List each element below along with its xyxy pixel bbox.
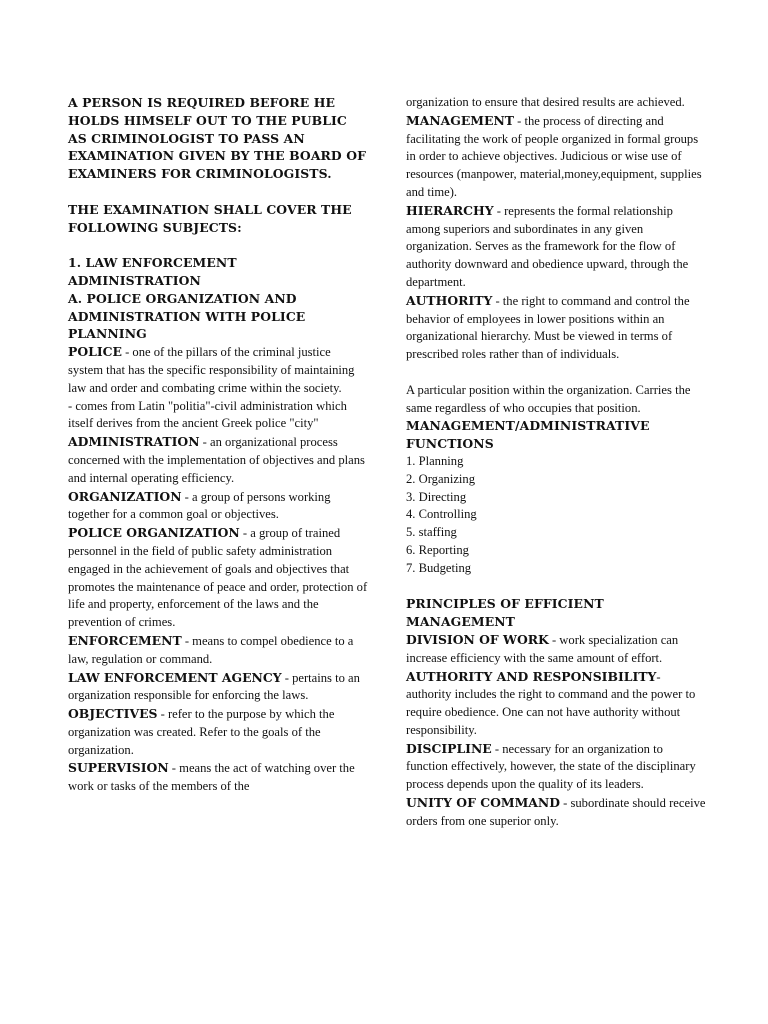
objectives-def: - refer to the purpose by which the organization was created. Refer to the goals of the organization. bbox=[68, 707, 335, 757]
list-item: 4. Controlling bbox=[406, 507, 477, 522]
administration-term: ADMINISTRATION bbox=[68, 434, 200, 450]
supervision-continuation: organization to ensure that desired results are achieved. bbox=[406, 95, 685, 109]
enforcement-term: ENFORCEMENT bbox=[68, 632, 182, 648]
spacer bbox=[406, 364, 706, 382]
section-a-heading: A. POLICE ORGANIZATION AND ADMINISTRATION WITH POLICE PLANNING bbox=[68, 290, 306, 342]
principles-heading: PRINCIPLES OF EFFICIENT MANAGEMENT bbox=[406, 596, 604, 630]
left-column bbox=[68, 94, 368, 796]
spacer bbox=[68, 183, 368, 201]
division-of-work-term: DIVISION OF WORK bbox=[406, 631, 549, 647]
hierarchy-def: - represents the formal relationship among superiors and subordinates in any given organization. Serves as the framework for the flow of authority downward and obedience upward, through the department. bbox=[406, 203, 689, 289]
unity-of-command-term: UNITY OF COMMAND bbox=[406, 795, 560, 811]
management-term: MANAGEMENT bbox=[406, 112, 515, 128]
spacer bbox=[406, 578, 706, 596]
objectives-term: OBJECTIVES bbox=[68, 706, 158, 722]
list-item: 1. Planning bbox=[406, 453, 464, 468]
functions-heading: MANAGEMENT/ADMINISTRATIVE FUNCTIONS bbox=[406, 418, 650, 452]
organization-definition bbox=[68, 488, 368, 525]
police-origin: - comes from Latin "politia"-civil administration which itself derives from the ancient Greek police "city" bbox=[68, 398, 347, 431]
law-enforcement-agency-def: - pertains to an organization responsible for enforcing the laws. bbox=[68, 670, 360, 703]
list-item: 5. staffing bbox=[406, 525, 457, 540]
police-def: - one of the pillars of the criminal justice system that has the specific responsibility of maintaining law and order and combating crime within the society. bbox=[68, 345, 355, 395]
section-1-heading: 1. LAW ENFORCEMENT ADMINISTRATION bbox=[68, 255, 237, 288]
division-authority-definition bbox=[406, 631, 706, 740]
authority-responsibility-term: AUTHORITY AND RESPONSIBILITY bbox=[406, 668, 657, 684]
list-item: 3. Directing bbox=[406, 489, 467, 504]
police-term: POLICE bbox=[68, 344, 122, 360]
law-enforcement-agency-definition bbox=[68, 669, 368, 706]
unity-of-command-def: - subordinate should receive orders from one superior only. bbox=[406, 796, 706, 828]
supervision-definition bbox=[68, 759, 368, 796]
discipline-def: - necessary for an organization to function effectively, however, the state of the disciplinary process depends upon the quality of its leaders. bbox=[406, 741, 696, 792]
supervision-def: - means the act of watching over the work or tasks of the members of the bbox=[68, 761, 355, 794]
list-item: 7. Budgeting bbox=[406, 560, 472, 575]
division-of-work-def: - work specialization can increase efficiency with the same amount of effort. bbox=[406, 632, 679, 665]
administration-definition bbox=[68, 433, 368, 487]
organization-def: - a group of persons working together for a common goal or objectives. bbox=[68, 489, 331, 522]
discipline-definition bbox=[406, 740, 706, 794]
supervision-term: SUPERVISION bbox=[68, 760, 169, 776]
spacer bbox=[68, 236, 368, 254]
authority-term: AUTHORITY bbox=[406, 292, 493, 308]
unity-of-command-definition bbox=[406, 794, 706, 831]
intro-heading: A PERSON IS REQUIRED BEFORE HE HOLDS HIMSELF OUT TO THE PUBLIC AS CRIMINOLOGIST TO PASS AN EXAMINATION GIVEN BY THE BOARD OF EXAMINERS FOR CRIMINOLOGISTS. bbox=[68, 95, 366, 182]
hierarchy-definition bbox=[406, 202, 706, 292]
police-organization-term: POLICE ORGANIZATION bbox=[68, 525, 240, 541]
management-def: - the process of directing and facilitating the work of people organized in formal groups in order to achieve objectives. Judicious or wise use of resources (manpower, material,money,equipment, supplies and time). bbox=[406, 113, 702, 199]
discipline-term: DISCIPLINE bbox=[406, 740, 492, 756]
right-column bbox=[406, 94, 706, 831]
police-organization-definition bbox=[68, 524, 368, 632]
position-note: A particular position within the organization. Carries the same regardless of who occupies that position. bbox=[406, 382, 691, 415]
organization-term: ORGANIZATION bbox=[68, 488, 182, 504]
functions-list bbox=[406, 453, 706, 578]
list-item: 2. Organizing bbox=[406, 471, 476, 486]
authority-definition bbox=[406, 292, 706, 364]
enforcement-definition bbox=[68, 632, 368, 669]
hierarchy-term: HIERARCHY bbox=[406, 202, 494, 218]
authority-responsibility-def: - authority includes the right to command and the power to require obedience. One can not have authority without responsibility. bbox=[406, 669, 696, 737]
law-enforcement-agency-term: LAW ENFORCEMENT AGENCY bbox=[68, 669, 282, 685]
management-definition bbox=[406, 112, 706, 202]
police-organization-def: - a group of trained personnel in the field of public safety administration engaged in the achievement of goals and objectives that promotes the maintenance of peace and order, protection of life and property, enforcement of the laws and the prevention of crimes. bbox=[68, 526, 368, 630]
exam-cover-heading: THE EXAMINATION SHALL COVER THE FOLLOWING SUBJECTS: bbox=[68, 201, 352, 235]
enforcement-def: - means to compel obedience to a law, regulation or command. bbox=[68, 633, 354, 666]
administration-def: - an organizational process concerned with the implementation of objectives and plans and internal operating efficiency. bbox=[68, 435, 365, 485]
list-item: 6. Reporting bbox=[406, 542, 469, 557]
police-definition bbox=[68, 343, 368, 397]
objectives-definition bbox=[68, 705, 368, 759]
authority-def: - the right to command and control the behavior of employees in lower positions within an organizational hierarchy. Must be viewed in terms of prescribed roles rather than of individuals. bbox=[406, 293, 690, 362]
